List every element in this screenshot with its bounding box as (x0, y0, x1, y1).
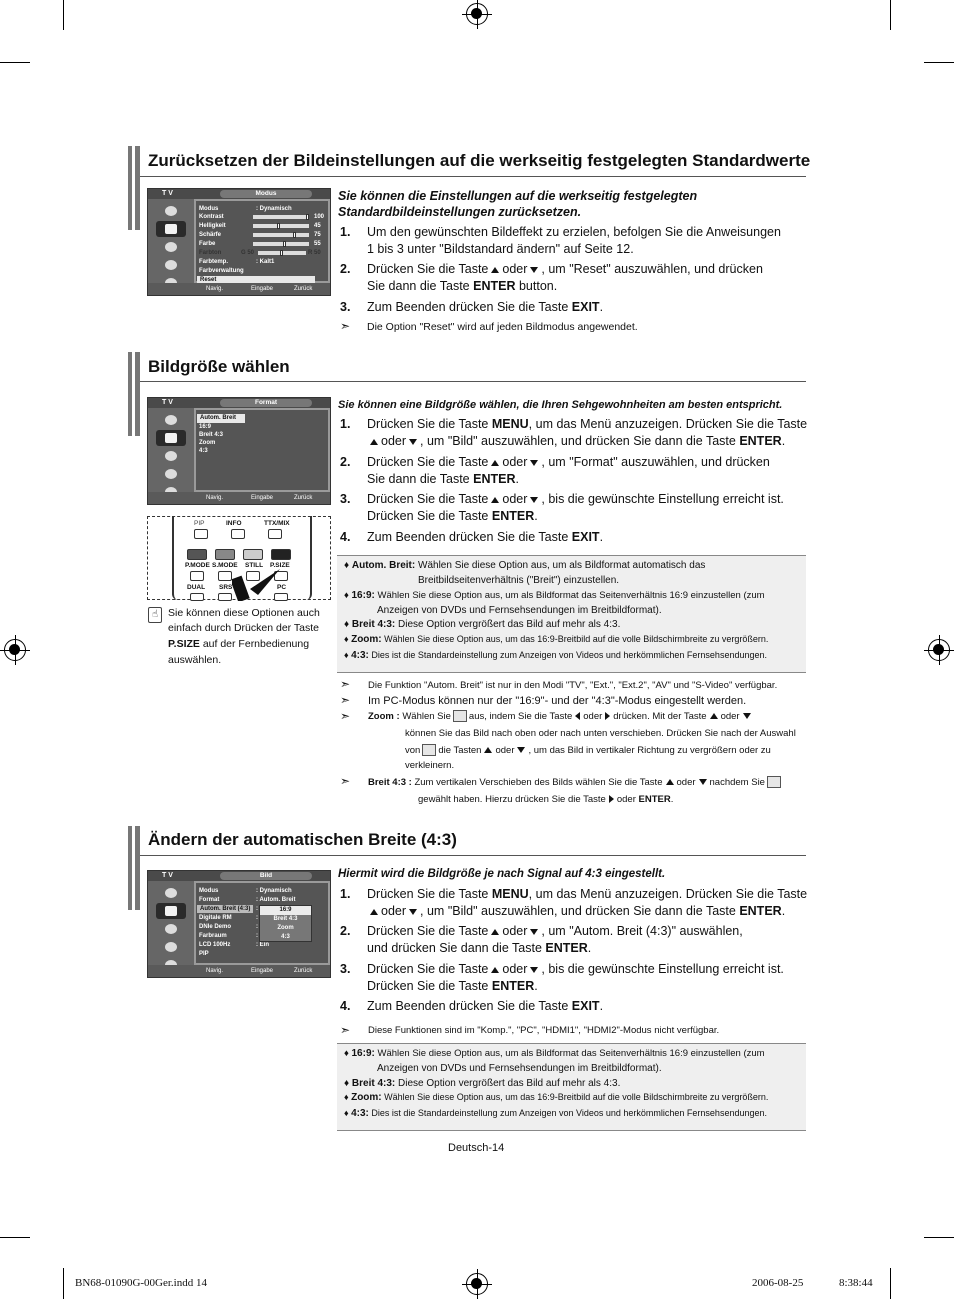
note-text: Die Option "Reset" wird auf jeden Bildmodus angewendet. (367, 321, 638, 333)
osd-channel-icon (156, 257, 186, 273)
up-arrow-icon (666, 779, 674, 785)
osd-slider (253, 233, 309, 237)
note-arrow-icon: ➣ (340, 693, 351, 707)
blue-button (271, 549, 291, 560)
osd-slider (253, 224, 309, 228)
osd-screen-autowide: T V Bild Modus : Dynamisch Format : Autom. Breit Autom. Breit (4:3) : Digitale RM : DNIe Demo : Farbraum : LCD 100Hz : Ein PIP 16:9 Breit 4:3 Zoom 4:3 Navig. Eingabe Zurück (147, 870, 331, 978)
osd-channel-icon (156, 466, 186, 482)
registration-mark-icon (4, 639, 26, 661)
down-arrow-icon (517, 747, 525, 753)
osd-sound-icon (156, 239, 186, 255)
note-arrow-icon: ➣ (340, 677, 351, 691)
info-button-icon (231, 529, 245, 539)
osd-input-icon (156, 412, 186, 428)
osd-input-icon (156, 203, 186, 219)
down-arrow-icon (409, 439, 417, 445)
down-arrow-icon (699, 779, 707, 785)
up-arrow-icon (491, 267, 499, 273)
up-arrow-icon (491, 497, 499, 503)
intro-text: Sie können die Einstellungen auf die werkseitig festgelegten (338, 189, 698, 203)
zoom-icon (453, 710, 467, 722)
osd-picture-icon (156, 430, 186, 446)
up-arrow-icon (370, 909, 378, 915)
pip-button-icon (194, 529, 208, 539)
intro-text: Hiermit wird die Bildgröße je nach Signal auf 4:3 eingestellt. (338, 868, 666, 880)
smode-button-icon (218, 571, 232, 581)
zoom-icon (422, 744, 436, 756)
red-button (187, 549, 207, 560)
osd-selected-row: Autom. Breit (197, 414, 245, 423)
osd-screen-format: T V Format Autom. Breit 16:9 Breit 4:3 Zoom 4:3 Navig. Eingabe Zurück (147, 397, 331, 505)
down-arrow-icon (409, 909, 417, 915)
section-bar (128, 352, 140, 436)
osd-tv-label: T V (162, 190, 173, 197)
registration-mark-icon (928, 639, 950, 661)
crop-mark (0, 1237, 30, 1238)
registration-mark-icon (466, 3, 488, 25)
section-bar (128, 146, 140, 230)
down-arrow-icon (743, 713, 751, 719)
remote-control-illustration: PIP INFO TTX/MIX P.MODE S.MODE STILL P.SIZE DUAL SRS PC (147, 516, 331, 600)
osd-picture-icon (156, 221, 186, 237)
intro-text: Standardbildeinstellungen zurücksetzen. (338, 205, 582, 219)
osd-picture-icon (156, 903, 186, 919)
up-arrow-icon (491, 967, 499, 973)
section-rule (140, 176, 806, 177)
osd-sound-icon (156, 448, 186, 464)
left-arrow-icon (575, 712, 580, 720)
crop-mark (890, 1268, 891, 1299)
crop-mark (890, 0, 891, 30)
section-title: Ändern der automatischen Breite (4:3) (148, 830, 457, 849)
osd-screen-reset: T V Modus Modus : Dynamisch Kontrast 100 Helligkeit 45 Schärfe 75 Farbe 55 Farbton G 50 R 50 Farbtemp. : Kalt1 Farbverwaltung Reset Navig. Eingabe Zurück (147, 188, 331, 296)
footer-filename: BN68-01090G-00Ger.indd 14 (75, 1277, 207, 1289)
osd-input-icon (156, 885, 186, 901)
section-rule (140, 381, 806, 382)
right-arrow-icon (609, 795, 614, 803)
up-arrow-icon (484, 747, 492, 753)
page-number: Deutsch-14 (448, 1142, 505, 1154)
down-arrow-icon (530, 967, 538, 973)
crop-mark (63, 0, 64, 30)
dual-button-icon (190, 593, 204, 601)
down-arrow-icon (530, 460, 538, 466)
note-arrow-icon: ➣ (340, 319, 351, 333)
down-arrow-icon (530, 267, 538, 273)
footer-date: 2006-08-25 (752, 1277, 804, 1289)
osd-slider (253, 215, 309, 219)
section-title: Bildgröße wählen (148, 357, 290, 376)
pmode-button-icon (190, 571, 204, 581)
osd-selected-row: Autom. Breit (4:3) (197, 905, 253, 913)
right-arrow-icon (605, 712, 610, 720)
up-arrow-icon (491, 460, 499, 466)
section-rule (140, 855, 806, 856)
up-arrow-icon (370, 439, 378, 445)
crop-mark (924, 62, 954, 63)
up-arrow-icon (710, 713, 718, 719)
osd-channel-icon (156, 939, 186, 955)
pointing-hand-icon (232, 565, 282, 601)
crop-mark (63, 1268, 64, 1299)
note-arrow-icon: ➣ (340, 1023, 351, 1037)
yellow-button (243, 549, 263, 560)
down-arrow-icon (530, 497, 538, 503)
osd-slider (253, 242, 309, 246)
footer-time: 8:38:44 (839, 1277, 873, 1289)
crop-mark (924, 1237, 954, 1238)
note-arrow-icon: ➣ (340, 774, 351, 788)
osd-title: Modus (220, 190, 312, 198)
osd-selected-row: Reset (197, 276, 315, 284)
intro-text: Sie können eine Bildgröße wählen, die Ihren Sehgewohnheiten am besten entspricht. (338, 399, 783, 411)
note-arrow-icon: ➣ (340, 709, 351, 723)
registration-mark-icon (466, 1273, 488, 1295)
ttx-button-icon (268, 529, 282, 539)
osd-slider (258, 251, 306, 255)
crop-mark (0, 62, 30, 63)
section-title: Zurücksetzen der Bildeinstellungen auf die werkseitig festgelegten Standardwerte (148, 151, 811, 170)
wide-icon (767, 776, 781, 788)
hand-note-icon: ☝ (148, 607, 162, 623)
green-button (215, 549, 235, 560)
up-arrow-icon (491, 929, 499, 935)
osd-popup-list: 16:9 Breit 4:3 Zoom 4:3 (259, 905, 312, 942)
down-arrow-icon (530, 929, 538, 935)
osd-sound-icon (156, 921, 186, 937)
srs-button-icon (218, 593, 232, 601)
section-bar (128, 826, 140, 910)
